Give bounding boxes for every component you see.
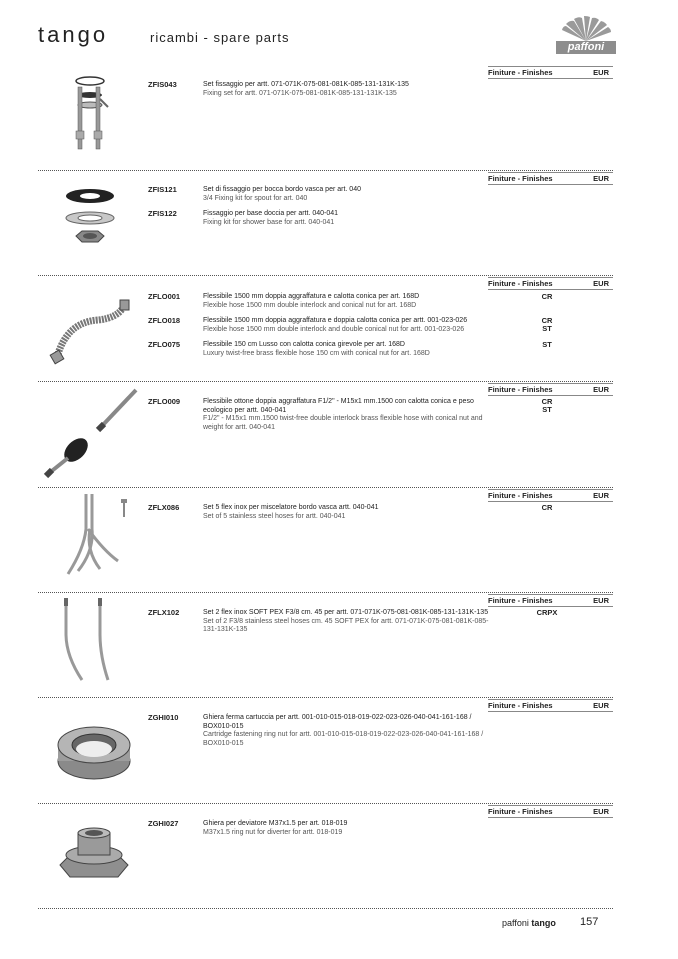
section-divider <box>38 275 613 276</box>
item-code: ZFIS043 <box>148 80 177 89</box>
section-divider <box>38 697 613 698</box>
finishes-header: Finiture - Finishes EUR <box>488 66 613 79</box>
section-zflo001 <box>38 277 613 377</box>
item-code: ZFLO075 <box>148 340 181 349</box>
section-zghi010 <box>38 699 613 799</box>
section-divider <box>38 592 613 593</box>
finish-code: CR <box>541 292 553 301</box>
item-code: ZFIS121 <box>148 185 177 194</box>
brass-hose-image <box>38 388 138 483</box>
section-zfis121 <box>38 172 613 272</box>
diverter-nut-image <box>38 815 138 900</box>
finish-code: CR ST <box>541 397 553 414</box>
item-code: ZFLX102 <box>148 608 180 617</box>
finishes-header: Finiture - Finishes EUR <box>488 489 613 502</box>
soft-pex-hoses-image <box>38 594 138 689</box>
finish-code: CRPX <box>536 608 558 617</box>
page-number: 157 <box>580 916 599 928</box>
section-divider <box>38 170 613 171</box>
finishes-header: Finiture - Finishes EUR <box>488 383 613 396</box>
section-divider <box>38 487 613 488</box>
item-description: Set di fissaggio per bocca bordo vasca per art. 040 3/4 Fixing kit for spout for art. 040 <box>203 186 361 202</box>
item-code: ZFLO018 <box>148 316 181 325</box>
item-description: Ghiera ferma cartuccia per artt. 001-010-015-018-019-022-023-026-040-041-161-168 / BOX010-015 Cartridge fastening ring nut for artt. 001-010-015-018-019-022-023-026-040-041-161-168 / BOX010-015 <box>203 714 484 747</box>
fan-icon <box>556 16 616 42</box>
item-code: ZFLX086 <box>148 503 180 512</box>
item-description: Set 5 flex inox per miscelatore bordo vasca artt. 040-041 Set of 5 stainless steel hoses for artt. 040-041 <box>203 504 379 520</box>
item-code: ZFLO009 <box>148 397 181 406</box>
item-code: ZGHI027 <box>148 819 179 828</box>
section-divider <box>38 803 613 804</box>
brand-title: tango <box>38 22 109 47</box>
item-code: ZFLO001 <box>148 292 181 301</box>
finish-code: CR <box>541 503 553 512</box>
item-description: Flessibile 1500 mm doppia aggraffatura e doppia calotta conica per artt. 001-023-026 Flexible hose 1500 mm double interlock and double conical nut for artt. 001-023-026 <box>203 317 468 333</box>
finishes-header: Finiture - Finishes EUR <box>488 594 613 607</box>
section-divider <box>38 381 613 382</box>
section-zflo009 <box>38 383 613 483</box>
finishes-header: Finiture - Finishes EUR <box>488 699 613 712</box>
item-description: Fissaggio per base doccia per artt. 040-041 Fixing kit for shower base for artt. 040-041 <box>203 210 339 226</box>
item-description: Ghiera per deviatore M37x1.5 per art. 018-019 M37x1.5 ring nut for diverter for artt. 018-019 <box>203 820 348 836</box>
ring-nut-image <box>38 709 138 794</box>
section-zflx086 <box>38 489 613 589</box>
page-subtitle: ricambi - spare parts <box>150 30 290 45</box>
item-description: Flessibile 1500 mm doppia aggraffatura e calotta conica per art. 168D Flexible hose 1500 mm double interlock and conical nut for art. 168D <box>203 293 420 309</box>
fixing-set-image <box>38 71 138 161</box>
item-code: ZGHI010 <box>148 713 179 722</box>
logo-text: paffoni <box>556 41 616 54</box>
fixing-kit-image <box>38 182 138 262</box>
finish-code: ST <box>542 340 552 349</box>
section-zghi027 <box>38 805 613 905</box>
item-code: ZFIS122 <box>148 209 177 218</box>
section-zflx102 <box>38 594 613 694</box>
finishes-header: Finiture - Finishes EUR <box>488 172 613 185</box>
finish-code: CR ST <box>541 316 553 333</box>
item-description: Flessibile ottone doppia aggraffatura F1/2" - M15x1 mm.1500 con calotta conica e peso ecologico per artt. 040-041 F1/2" - M15x1 mm.1500 twist-free double interlock brass flexible hose with conical nut and weight for artt. 040-041 <box>203 398 483 431</box>
section-divider <box>38 908 613 909</box>
paffoni-logo <box>556 16 616 54</box>
steel-hoses-image <box>38 489 138 584</box>
item-description: Flessibile 150 cm Lusso con calotta conica girevole per art. 168D Luxury twist-free brass flexible hose 150 cm with conical nut for art. 168D <box>203 341 430 357</box>
finishes-header: Finiture - Finishes EUR <box>488 805 613 818</box>
item-description: Set fissaggio per artt. 071-071K-075-081-081K-085-131-131K-135 Fixing set for artt. 071-071K-075-081-081K-085-131-131K-135 <box>203 81 409 97</box>
footer <box>502 918 556 928</box>
flexible-hose-image <box>38 292 138 372</box>
footer-brand: paffoni <box>502 918 529 928</box>
section-zfis043 <box>38 66 613 166</box>
item-description: Set 2 flex inox SOFT PEX F3/8 cm. 45 per artt. 071-071K-075-081-081K-085-131-131K-135 Set of 2 F3/8 stainless steel hoses cm. 45 SOFT PEX for artt. 071-071K-075-081-081K-085-131-131K-135 <box>203 609 489 633</box>
finishes-header: Finiture - Finishes EUR <box>488 277 613 290</box>
footer-collection: tango <box>531 918 556 928</box>
